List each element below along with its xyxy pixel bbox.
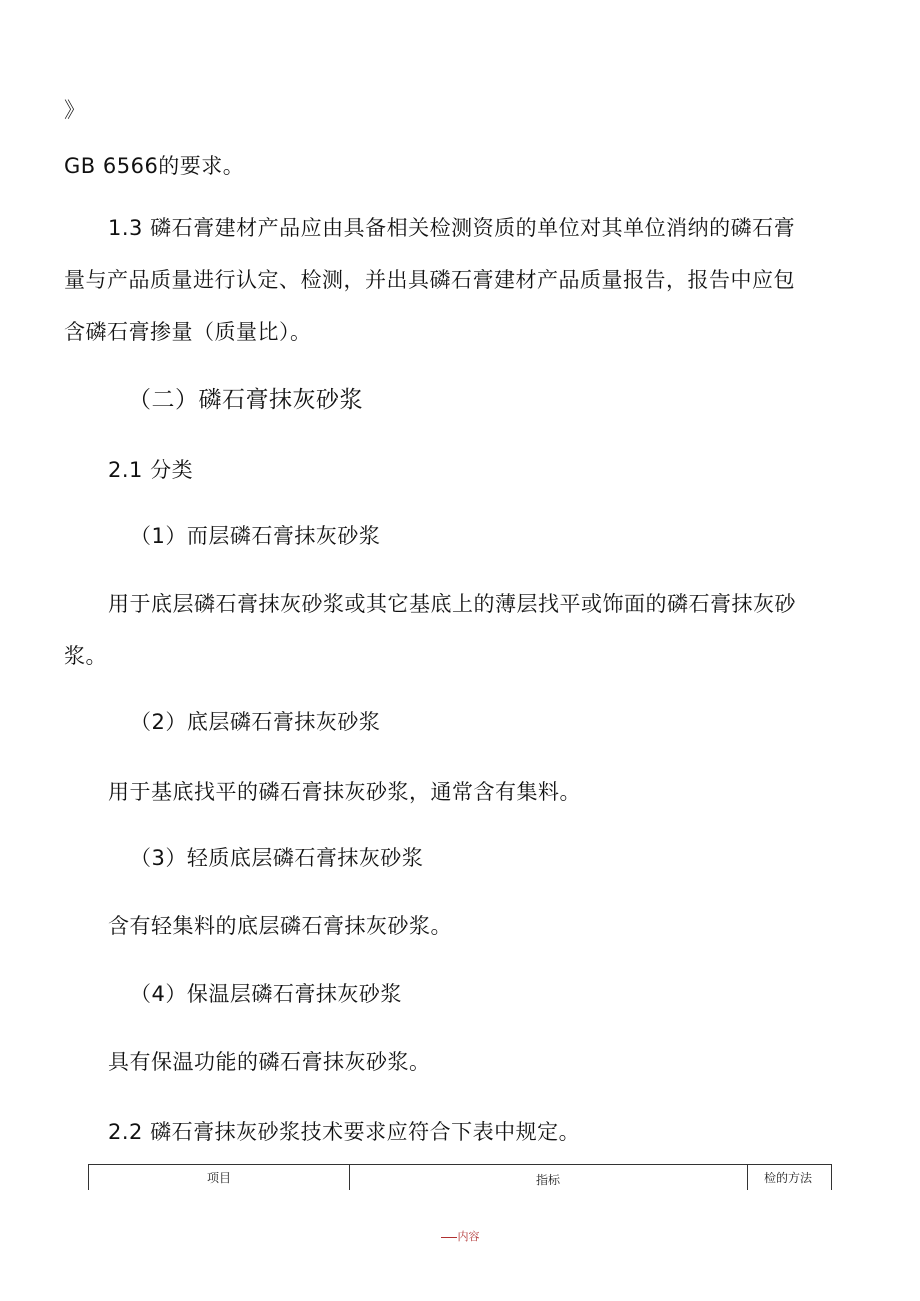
table-header-spec: 指标 [536, 1173, 561, 1187]
subsection-heading-2-2: 2.2 磷石膏抹灰砂浆技术要求应符合下表中规定。 [108, 1120, 581, 1144]
table-col-divider [349, 1165, 350, 1190]
text-line-14: 含有轻集料的底层磷石膏抹灰砂浆。 [108, 914, 452, 938]
text-line-12: 用于基底找平的磷石膏抹灰砂浆，通常含有集料。 [108, 780, 581, 804]
footer-dash [441, 1237, 457, 1238]
text-line-4: 量与产品质量进行认定、检测，并出具磷石膏建材产品质量报告，报告中应包 [64, 268, 795, 292]
text-line-16: 具有保温功能的磷石膏抹灰砂浆。 [108, 1050, 431, 1074]
footer-text: 内容 [457, 1230, 480, 1243]
section-heading: （二）磷石膏抹灰砂浆 [128, 387, 363, 413]
text-line-2: GB 6566的要求。 [64, 154, 245, 178]
text-line-3: 1.3 磷石膏建材产品应由具备相关检测资质的单位对其单位消纳的磷石膏 [108, 216, 796, 240]
table-col-divider [747, 1165, 748, 1190]
text-line-1: 》 [64, 98, 86, 122]
subsection-heading-2-1: 2.1 分类 [108, 458, 194, 482]
item-heading-2: （2）底层磷石膏抹灰砂浆 [130, 710, 381, 734]
table-header-item: 项目 [207, 1171, 232, 1185]
item-heading-3: （3）轻质底层磷石膏抹灰砂浆 [130, 846, 424, 870]
page-footer [0, 1228, 920, 1244]
text-line-10: 浆。 [64, 644, 107, 668]
table-header-method: 检的方法 [764, 1171, 813, 1185]
text-line-5: 含磷石膏掺量（质量比）。 [64, 320, 312, 344]
text-line-9: 用于底层磷石膏抹灰砂浆或其它基底上的薄层找平或饰面的磷石膏抹灰砂 [108, 592, 796, 616]
item-heading-1: （1）而层磷石膏抹灰砂浆 [130, 524, 381, 548]
item-heading-4: （4）保温层磷石膏抹灰砂浆 [130, 982, 402, 1006]
spec-table [88, 1164, 832, 1190]
